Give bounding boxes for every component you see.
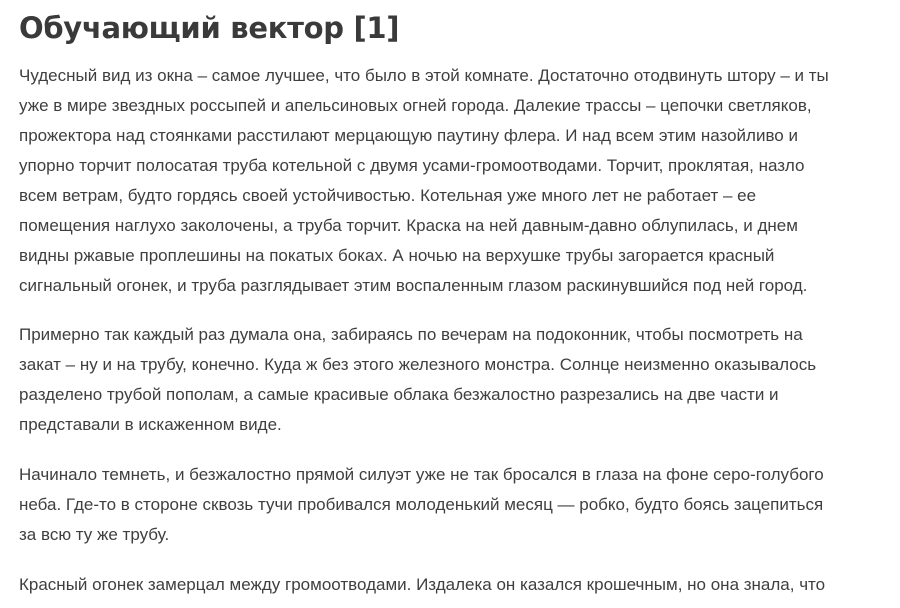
paragraph-line: Красный огонек замерцал между громоотводами. Издалека он казался крошечным, но она знала, что — [19, 575, 826, 594]
paragraph-line: Начинало темнеть, и безжалостно прямой силуэт уже не так бросался в глаза на фоне серо-голубого — [19, 465, 824, 484]
article-title: Обучающий вектор [1] — [19, 11, 400, 45]
paragraph-line: представали в искаженном виде. — [19, 415, 282, 434]
paragraph-line: Чудесный вид из окна – самое лучшее, что было в этой комнате. Достаточно отодвинуть штору – и ты — [19, 66, 829, 85]
paragraph-line: помещения наглухо заколочены, а труба торчит. Краска на ней давным-давно облупилась, и днем — [19, 216, 798, 235]
paragraph-4 — [19, 570, 879, 600]
paragraph-2 — [19, 320, 879, 440]
paragraph-line: уже в мире звездных россыпей и апельсиновых огней города. Далекие трассы – цепочки светляков, — [19, 96, 812, 115]
paragraph-line: Примерно так каждый раз думала она, забираясь по вечерам на подоконник, чтобы посмотреть на — [19, 325, 803, 344]
paragraph-line: видны ржавые проплешины на покатых боках. А ночью на верхушке трубы загорается красный — [19, 246, 775, 265]
paragraph-1 — [19, 61, 879, 301]
paragraph-line: упорно торчит полосатая труба котельной с двумя усами-громоотводами. Торчит, проклятая, назло — [19, 156, 805, 175]
paragraph-line: закат – ну и на трубу, конечно. Куда ж без этого железного монстра. Солнце неизменно оказывалось — [19, 355, 817, 374]
paragraph-line: прожектора над стоянками расстилают мерцающую паутину флера. И над всем этим назойливо и — [19, 126, 798, 145]
paragraph-3 — [19, 460, 879, 550]
paragraph-line: неба. Где-то в стороне сквозь тучи пробивался молоденький месяц — робко, будто боясь зацепиться — [19, 495, 824, 514]
paragraph-line: за всю ту же трубу. — [19, 525, 170, 544]
paragraph-line: всем ветрам, будто гордясь своей устойчивостью. Котельная уже много лет не работает – ее — [19, 186, 757, 205]
paragraph-line: разделено трубой пополам, а самые красивые облака безжалостно разрезались на две части и — [19, 385, 779, 404]
paragraph-line: сигнальный огонек, и труба разглядывает этим воспаленным глазом раскинувшийся под ней город. — [19, 276, 808, 295]
